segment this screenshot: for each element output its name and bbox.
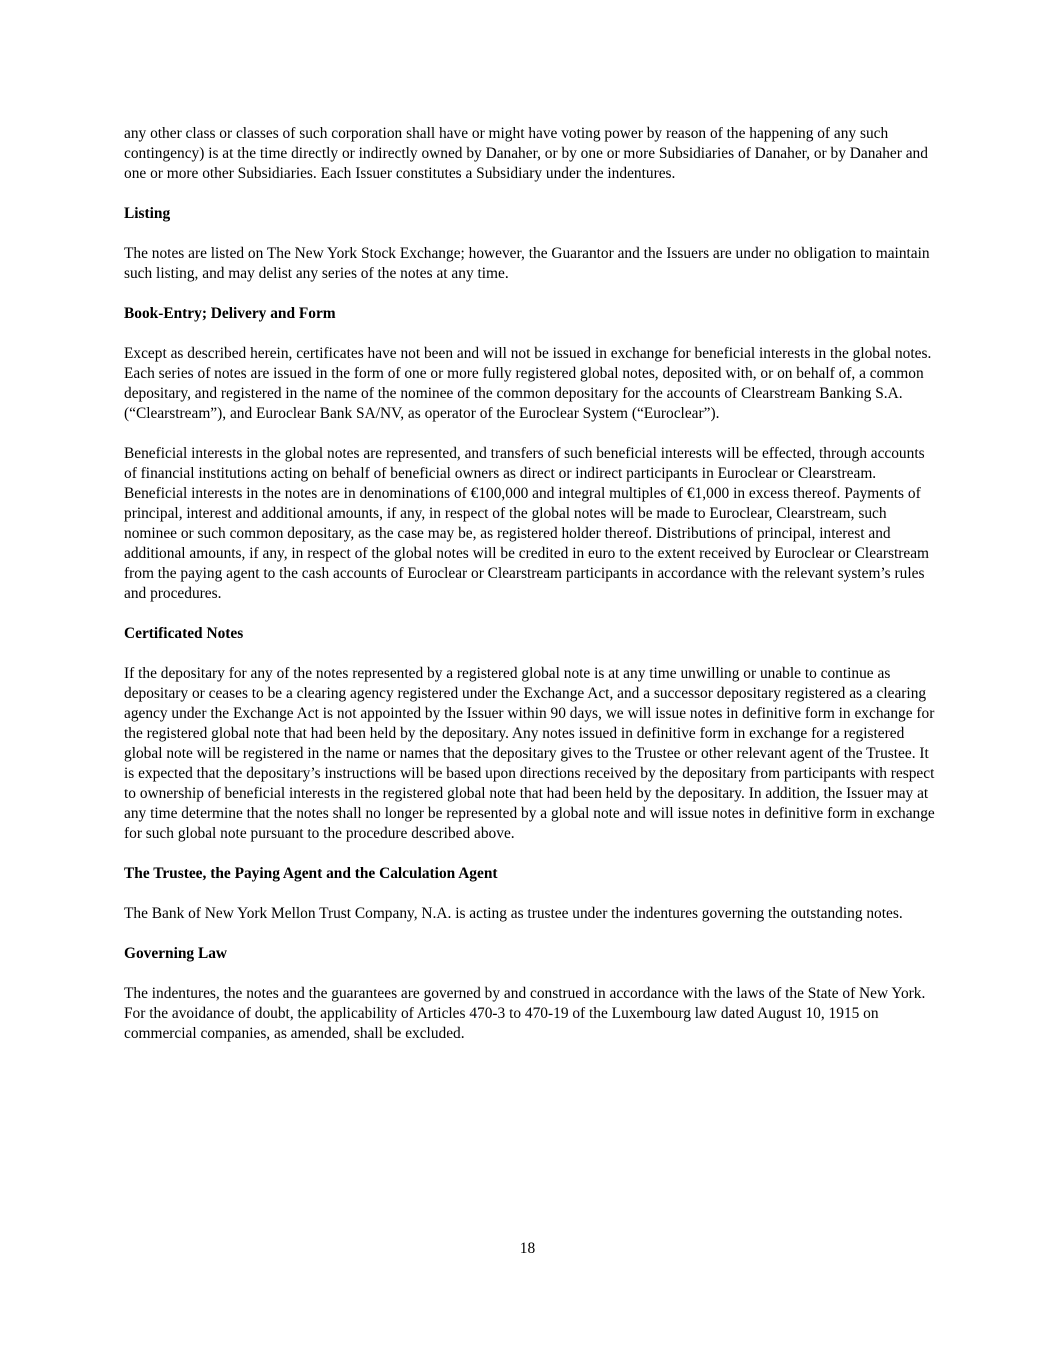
- book-entry-paragraph-1: Except as described herein, certificates have not been and will not be issued in exchange for beneficial interests in the global notes. Each series of notes are issued in the form of one or more fully registered global notes, deposited with, or on behalf of, a common depositary, and registered in the name of the nominee of the common depositary for the accounts of Clearstream Banking S.A. (“Clearstream”), and Euroclear Bank SA/NV, as operator of the Euroclear System (“Euroclear”).: [124, 345, 932, 422]
- trustee-paragraph: The Bank of New York Mellon Trust Company, N.A. is acting as trustee under the indentures governing the outstanding notes.: [124, 905, 903, 922]
- book-entry-heading: Book-Entry; Delivery and Form: [124, 305, 336, 322]
- certificated-notes-paragraph: If the depositary for any of the notes represented by a registered global note is at any time unwilling or unable to continue as depositary or ceases to be a clearing agency registered under the Exchange Act, and a successor depositary registered as a clearing agency under the Exchange Act is not appointed by the Issuer within 90 days, we will issue notes in definitive form in exchange for the registered global note that had been held by the depositary. Any notes issued in definitive form in exchange for a registered global note will be registered in the name or names that the depositary gives to the Trustee or other relevant agent of the Trustee. It is expected that the depositary’s instructions will be based upon directions received by the depositary from participants with respect to ownership of beneficial interests in the registered global note that had been held by the depositary. In addition, the Issuer may at any time determine that the notes shall no longer be represented by a global note and will issue notes in definitive form in exchange for such global note pursuant to the procedure described above.: [124, 665, 935, 842]
- certificated-notes-heading: Certificated Notes: [124, 625, 244, 642]
- trustee-heading: The Trustee, the Paying Agent and the Calculation Agent: [124, 865, 498, 882]
- page-number: 18: [519, 1240, 536, 1257]
- document-page: [124, 124, 936, 1064]
- listing-paragraph: The notes are listed on The New York Stock Exchange; however, the Guarantor and the Issuers are under no obligation to maintain such listing, and may delist any series of the notes at any time.: [124, 245, 930, 282]
- governing-law-paragraph: The indentures, the notes and the guarantees are governed by and construed in accordance with the laws of the State of New York. For the avoidance of doubt, the applicability of Articles 470-3 to 470-19 of the Luxembourg law dated August 10, 1915 on commercial companies, as amended, shall be excluded.: [124, 985, 926, 1042]
- book-entry-paragraph-2: Beneficial interests in the global notes are represented, and transfers of such beneficial interests will be effected, through accounts of financial institutions acting on behalf of beneficial owners as direct or indirect participants in Euroclear or Clearstream. Beneficial interests in the notes are in denominations of €100,000 and integral multiples of €1,000 in excess thereof. Payments of principal, interest and additional amounts, if any, in respect of the global notes will be made to Euroclear, Clearstream, such nominee or such common depositary, as the case may be, as registered holder thereof. Distributions of principal, interest and additional amounts, if any, in respect of the global notes will be credited in euro to the extent received by Euroclear or Clearstream from the paying agent to the cash accounts of Euroclear or Clearstream participants in accordance with the relevant system’s rules and procedures.: [124, 445, 930, 602]
- intro-paragraph: any other class or classes of such corporation shall have or might have voting power by reason of the happening of any such contingency) is at the time directly or indirectly owned by Danaher, or by one or more Subsidiaries of Danaher, or by Danaher and one or more other Subsidiaries. Each Issuer constitutes a Subsidiary under the indentures.: [124, 125, 928, 182]
- listing-heading: Listing: [124, 205, 171, 222]
- governing-law-heading: Governing Law: [124, 945, 228, 962]
